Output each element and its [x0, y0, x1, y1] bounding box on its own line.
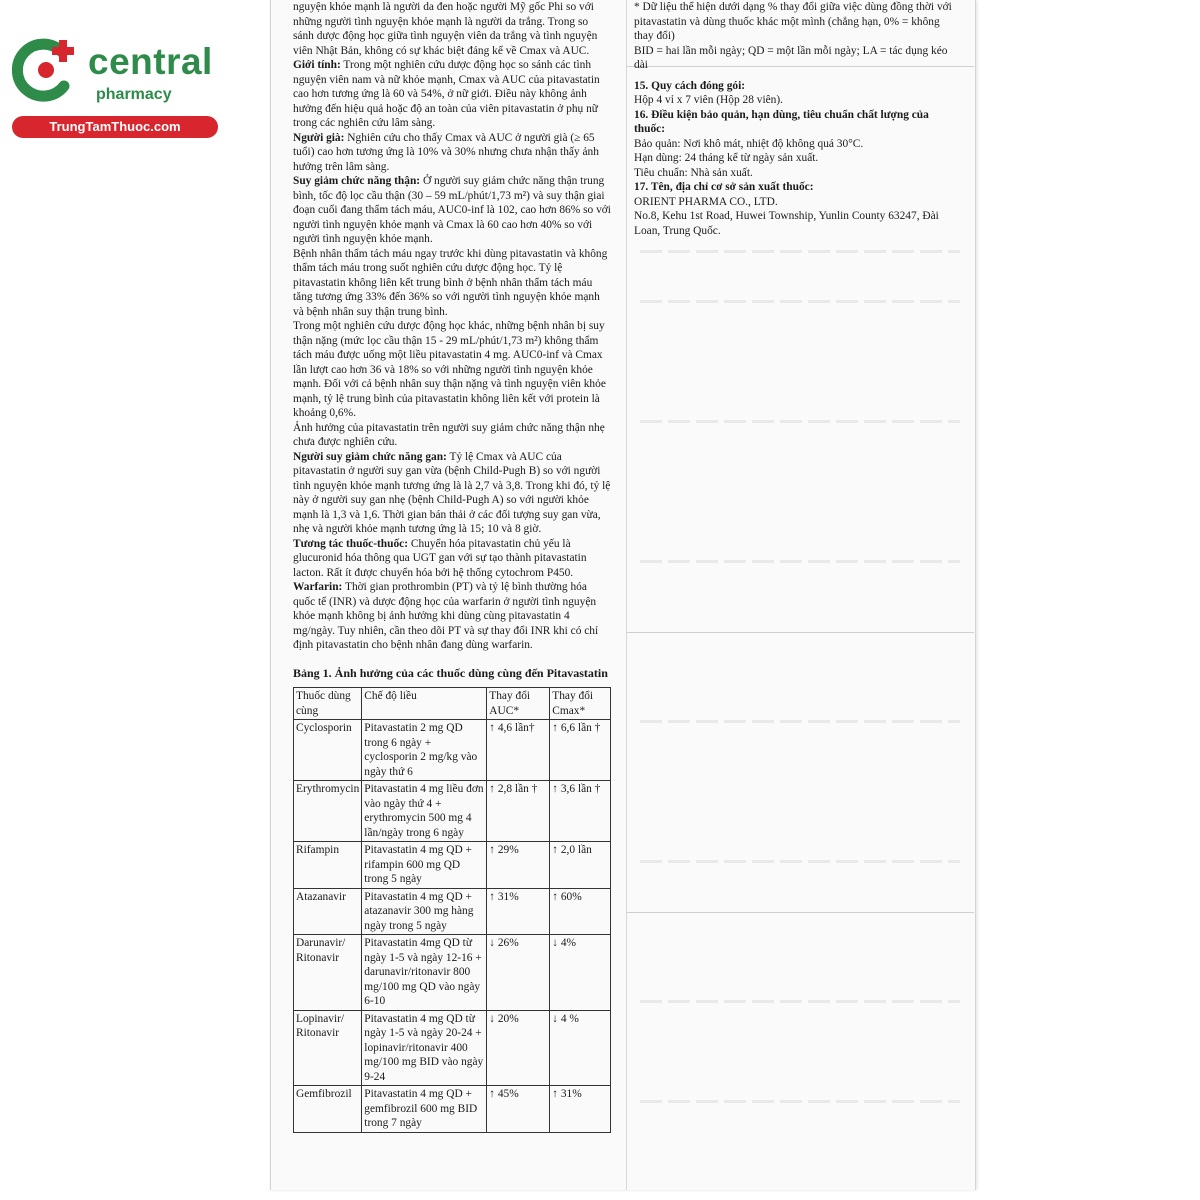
table-row — [294, 888, 611, 935]
paragraph-elderly — [293, 131, 611, 175]
table-cell: ↑ 2,8 lần † — [487, 781, 550, 842]
table-cell: Erythromycin — [294, 781, 362, 842]
table-cell: ↑ 2,0 lần — [550, 842, 611, 889]
brand-tagline: pharmacy — [96, 86, 172, 103]
table-cell: Pitavastatin 2 mg QD trong 6 ngày + cyclosporin 2 mg/kg vào ngày thứ 6 — [362, 720, 487, 781]
show-through-text — [640, 420, 960, 423]
manufacturer-name: ORIENT PHARMA CO., LTD. — [634, 195, 778, 208]
show-through-text — [640, 300, 960, 303]
paper-fold-vertical — [626, 0, 627, 1190]
table-cell: ↑ 60% — [550, 888, 611, 935]
show-through-text — [640, 860, 960, 863]
table-cell: Rifampin — [294, 842, 362, 889]
paragraph-gender — [293, 58, 611, 131]
interaction-table — [293, 687, 611, 1133]
paragraph-renal — [293, 174, 611, 247]
heading-packaging: 15. Quy cách đóng gói: — [634, 79, 746, 92]
table-footnote: * Dữ liệu thể hiện dưới dạng % thay đổi giữa việc dùng đồng thời với pitavastatin và dùng thuốc khác một mình (chẳng hạn, 0% = không thay đổi) — [634, 1, 952, 42]
paragraph-interactions — [293, 537, 611, 581]
table-row — [294, 1010, 611, 1086]
left-column — [293, 0, 611, 653]
table-row — [294, 1086, 611, 1133]
header-cell: Thuốc dùng cùng — [294, 688, 362, 720]
table-cell: Pitavastatin 4 mg QD + gemfibrozil 600 mg BID trong 7 ngày — [362, 1086, 487, 1133]
brand-logo — [10, 34, 215, 138]
table-cell: Gemfibrozil — [294, 1086, 362, 1133]
show-through-text — [640, 720, 960, 723]
table-header-row — [294, 688, 611, 720]
table-cell: ↓ 4% — [550, 935, 611, 1011]
show-through-text — [640, 1000, 960, 1003]
header-cell: Chế độ liều — [362, 688, 487, 720]
table-cell: Lopinavir/ Ritonavir — [294, 1010, 362, 1086]
paper-fold-horizontal — [626, 632, 974, 633]
paragraph-ethnicity: nguyện khỏe mạnh là người da đen hoặc người Mỹ gốc Phi so với những người tình nguyện khỏe mạnh là người da trắng. Trong so sánh dược động học giữa tình nguyện viên da trắng và tình nguyện viên Nhật Bản, không có sự khác biệt đáng kể về Cmax và AUC. — [293, 1, 598, 57]
brand-name: central — [88, 41, 213, 82]
text-interactions: Chuyển hóa pitavastatin chủ yếu là glucuronid hóa thông qua UGT gan với sự tạo thành pitavastatin lacton. Rất ít được chuyển hóa bởi hệ thống cytochrom P450. — [293, 537, 587, 579]
table-cell: ↓ 26% — [487, 935, 550, 1011]
show-through-text — [640, 1100, 960, 1103]
heading-warfarin: Warfarin: — [293, 581, 343, 593]
table-cell: Cyclosporin — [294, 720, 362, 781]
right-column — [634, 0, 956, 238]
table-row — [294, 935, 611, 1011]
manufacturer-address: No.8, Kehu 1st Road, Huwei Township, Yunlin County 63247, Đài Loan, Trung Quốc. — [634, 210, 939, 237]
paragraph-dialysis: Bệnh nhân thẩm tách máu ngay trước khi dùng pitavastatin và không thẩm tách máu trong suốt nghiên cứu dược động học. Tỷ lệ pitavastatin không liên kết trung bình ở bệnh nhân thẩm tách máu tăng tương ứng 33% đến 36% so với người tình nguyện khỏe mạnh và bệnh nhân suy thận trung bình. — [293, 247, 608, 318]
heading-hepatic: Người suy giảm chức năng gan: — [293, 450, 447, 463]
heading-interactions: Tương tác thuốc-thuốc: — [293, 537, 409, 550]
table-cell: ↑ 31% — [550, 1086, 611, 1133]
header-cell: Thay đổi AUC* — [487, 688, 550, 720]
table-row — [294, 781, 611, 842]
abbreviations-note: BID = hai lần mỗi ngày; QD = một lần mỗi ngày; LA = tác dụng kéo dài — [634, 44, 948, 71]
table-cell: ↓ 20% — [487, 1010, 550, 1086]
table-cell: ↑ 31% — [487, 888, 550, 935]
paragraph-severe-renal: Trong một nghiên cứu dược động học khác, những bệnh nhân bị suy thận nặng (mức lọc cầu thận 15 - 29 mL/phút/1,73 m²) không thẩm tách máu được uống một liều pitavastatin 4 mg. AUC0-inf và Cmax lần lượt cao hơn 36 và 18% so với những người tình nguyện khỏe mạnh. Đối với cả bệnh nhân suy thận nặng và tình nguyện viên khỏe mạnh, tỷ lệ trung bình của pitavastatin không liên kết với protein là khoảng 0,6%. — [293, 320, 606, 419]
table-cell: ↑ 45% — [487, 1086, 550, 1133]
table-cell: ↑ 4,6 lần† — [487, 720, 550, 781]
table-cell: ↓ 4 % — [550, 1010, 611, 1086]
section-15-text: Hộp 4 vỉ x 7 viên (Hộp 28 viên). — [634, 94, 784, 106]
table-cell: Darunavir/ Ritonavir — [294, 935, 362, 1011]
heading-storage: 16. Điều kiện bảo quản, hạn dùng, tiêu chuẩn chất lượng của thuốc: — [634, 108, 929, 135]
table-cell: Pitavastatin 4 mg QD + rifampin 600 mg QD trong 5 ngày — [362, 842, 487, 889]
show-through-text — [640, 560, 960, 563]
text-hepatic: Tỷ lệ Cmax và AUC của pitavastatin ở người suy gan vừa (bệnh Child-Pugh B) so với người tình nguyện khỏe mạnh tương ứng là là 2,7 và 3,8. Trong khi đó, tỷ lệ này ở người suy gan nhẹ (bệnh Child-Pugh A) so với người khỏe mạnh là 1,3 và 1,6. Thời gian bán thải ở các đối tượng suy gan vừa, nhẹ và người khỏe mạnh tương ứng là 15; 10 và 8 giờ. — [293, 450, 611, 535]
table-row — [294, 720, 611, 781]
table-cell: Pitavastatin 4 mg liều đơn vào ngày thứ 4 + erythromycin 500 mg 4 lần/ngày trong 6 ngày — [362, 781, 487, 842]
shelf-life-text: Hạn dùng: 24 tháng kể từ ngày sản xuất. — [634, 152, 819, 164]
storage-text: Bảo quản: Nơi khô mát, nhiệt độ không quá 30°C. — [634, 137, 864, 150]
pharmacy-cross-logo-icon — [10, 34, 82, 106]
section-15-heading — [634, 79, 956, 94]
paragraph-hepatic — [293, 450, 611, 537]
heading-renal: Suy giảm chức năng thận: — [293, 175, 421, 187]
text-elderly: Nghiên cứu cho thấy Cmax và AUC ở người già (≥ 65 tuổi) cao hơn tương ứng là 10% và 30% nhưng chưa nhận thấy ảnh hưởng trên lâm sàng. — [293, 131, 599, 173]
table-cell: Pitavastatin 4 mg QD + atazanavir 300 mg hàng ngày trong 5 ngày — [362, 888, 487, 935]
paragraph-mild-renal: Ảnh hưởng của pitavastatin trên người suy giảm chức năng thận nhẹ chưa được nghiên cứu. — [293, 421, 605, 448]
heading-manufacturer: 17. Tên, địa chỉ cơ sở sản xuất thuốc: — [634, 181, 814, 193]
paragraph-warfarin — [293, 580, 611, 653]
text-gender: Trong một nghiên cứu dược động học so sánh các tình nguyện viên nam và nữ khỏe mạnh, Cmax và AUC của pitavastatin cao hơn tương ứng là 60 và 54%, ở nữ giới. Điều này không ảnh hưởng đến hiệu quả hoặc độ an toàn của viên pitavastatin ở phụ nữ trong các nghiên cứu lâm sàng. — [293, 59, 600, 129]
table-cell: ↑ 3,6 lần † — [550, 781, 611, 842]
table-title: Bảng 1. Ảnh hưởng của các thuốc dùng cùng đến Pitavastatin — [293, 666, 608, 680]
heading-gender: Giới tính: — [293, 59, 341, 71]
section-16-heading — [634, 108, 956, 137]
header-cell: Thay đổi Cmax* — [550, 688, 611, 720]
text-warfarin: Thời gian prothrombin (PT) và tỷ lệ bình thường hóa quốc tế (INR) và dược động học của warfarin ở người tình nguyện khỏe mạnh không bị ảnh hưởng khi dùng cùng pitavastatin 4 mg/ngày. Tuy nhiên, cần theo dõi PT và sự thay đổi INR khi có chỉ định pitavastatin cho bệnh nhân đang dùng warfarin. — [293, 581, 599, 651]
section-17-heading — [634, 180, 956, 195]
paper-fold-horizontal — [626, 912, 974, 913]
text-renal: Ở người suy giảm chức năng thận trung bình, tốc độ lọc cầu thận (30 – 59 mL/phút/1,73 m²) và suy thận giai đoạn cuối đang thẩm tách máu, AUC0-inf là 102, cao hơn 86% so với người tình nguyện khỏe mạnh và Cmax là 60 cao hơn 40% so với người tình nguyện khỏe mạnh. — [293, 175, 611, 245]
table-cell: ↑ 6,6 lần † — [550, 720, 611, 781]
standard-text: Tiêu chuẩn: Nhà sản xuất. — [634, 166, 753, 179]
table-row — [294, 842, 611, 889]
heading-elderly: Người già: — [293, 131, 345, 144]
table-cell: ↑ 29% — [487, 842, 550, 889]
brand-url-badge: TrungTamThuoc.com — [12, 116, 218, 138]
show-through-text — [640, 250, 960, 253]
table-cell: Pitavastatin 4mg QD từ ngày 1-5 và ngày 12-16 + darunavir/ritonavir 800 mg/100 mg QD vào ngày 6-10 — [362, 935, 487, 1011]
table-cell: Pitavastatin 4 mg QD từ ngày 1-5 và ngày 20-24 + lopinavir/ritonavir 400 mg/100 mg BID vào ngày 9-24 — [362, 1010, 487, 1086]
table-cell: Atazanavir — [294, 888, 362, 935]
